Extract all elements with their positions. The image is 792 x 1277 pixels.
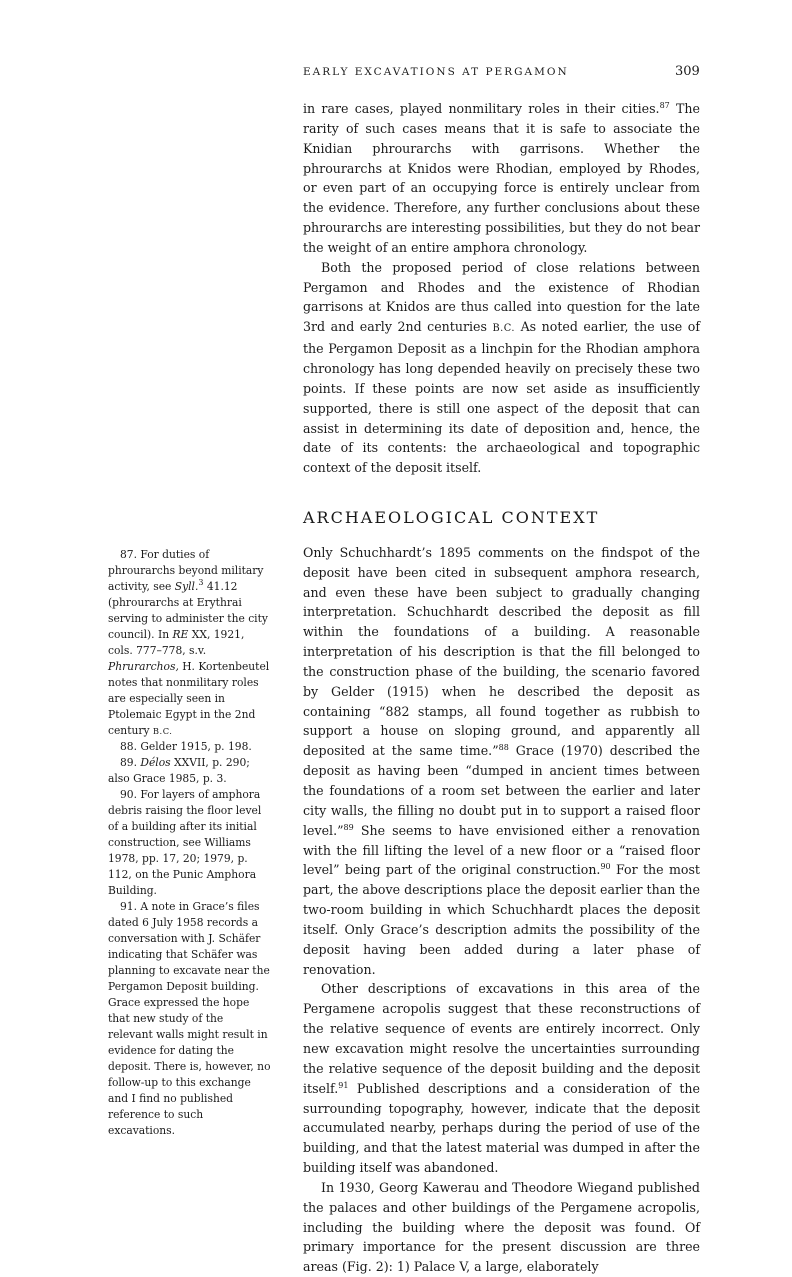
- footnote-89-delos: Délos: [140, 756, 171, 769]
- footnote-87-text-d: H. Kortenbeutel notes that nonmilitary roles are especially seen in Ptolemaic Egypt in the 2nd century: [108, 660, 270, 737]
- footnote-ref-89: 89: [343, 822, 354, 832]
- paragraph-1: [303, 99, 700, 258]
- footnote-ref-90: 90: [600, 862, 611, 872]
- paragraph-1-text-b: The rarity of such cases means that it is safe to associate the Knidian phrourarchs with garrisons. Whether the phrourarchs at Knidos were Rhodian, employed by Rhodes, or even part of an occupying force is entirely unclear from the evidence. Therefore, any further conclusions about these phrourarchs are interesting possibilities, but they do not bear the weight of an entire amphora chronology.: [303, 101, 700, 255]
- main-text-column: [303, 99, 700, 1277]
- footnote-87-text-b: 41.12 (phrourarchs at Erythrai serving to administer the city council). In: [108, 580, 268, 641]
- footnote-87-era: B.C.: [152, 726, 173, 736]
- footnote-ref-88: 88: [498, 743, 509, 753]
- paragraph-2-text-a: Both the proposed period of close relations between Pergamon and Rhodes and the existence of Rhodian garrisons at Knidos are thus called into question for the late 3rd and early 2nd centuries: [303, 259, 700, 335]
- footnote-91: 91. A note in Grace’s files dated 6 July 1958 records a conversation with J. Schäfer indicating that Schäfer was planning to excavate near the Pergamon Deposit building. Grace expressed the hope that new study of the relevant walls might result in evidence for dating the deposit. There is, however, no follow-up to this exchange and I find no published reference to such excavations.: [108, 900, 271, 1137]
- footnote-89: [108, 755, 271, 787]
- page-number: 309: [675, 64, 700, 79]
- paragraph-4-text-b: Published descriptions and a consideration of the surrounding topography, however, indicate that the deposit accumulated nearby, perhaps during the period of use of the building, and that the latest material was dumped in after the building itself was abandoned.: [303, 1080, 700, 1176]
- paragraph-3-text-b: Grace (1970) described the deposit as having been “dumped in ancient times between the foundations of a room set between the earlier and later city walls, the filling no doubt put in to support a raised floor level.”: [303, 743, 700, 838]
- footnote-87-re: RE: [172, 628, 189, 641]
- footnote-87-text-a: 87. For duties of phrourarchs beyond military activity, see: [108, 548, 264, 593]
- footnote-89-text-b: XXVII, p. 290; also Grace 1985, p. 3.: [108, 756, 250, 785]
- footnotes-column: [108, 547, 271, 1139]
- footnote-87: [108, 547, 271, 739]
- paragraph-1-text-a: in rare cases, played nonmilitary roles in their cities.: [303, 101, 660, 116]
- section-heading: ARCHAEOLOGICAL CONTEXT: [303, 508, 600, 528]
- footnote-ref-87: 87: [659, 101, 670, 110]
- footnote-87-phrurarchos: Phrurarchos,: [108, 660, 179, 673]
- paragraph-2: [303, 258, 700, 478]
- footnote-88: 88. Gelder 1915, p. 198.: [120, 740, 252, 753]
- paragraph-4-text-a: Other descriptions of excavations in this area of the Pergamene acropolis suggest that these reconstructions of the relative sequence of events are entirely incorrect. Only new excavation might resolve the uncertainties surrounding the relative sequence of the deposit building and the deposit itself.: [303, 981, 700, 1096]
- footnote-87-syll: Syll.: [174, 580, 199, 593]
- paragraph-3-text-a: Only Schuchhardt’s 1895 comments on the findspot of the deposit have been cited in subsequent amphora research, and even these have been subject to gradually changing interpretation. Schuchhardt described the deposit as fill within the foundations of a building. A reasonable interpretation of his description is that the fill belonged to the construction phase of the building, the scenario favored by Gelder (1915) when he described the deposit as containing “882 stamps, all found together as rubbish to support a house on sloping ground, and apparently all deposited at the same time.”: [303, 544, 700, 759]
- paragraph-3-text-c: She seems to have envisioned either a renovation with the fill lifting the level of a new floor or a “raised floor level” being part of the original construction.: [303, 822, 700, 878]
- footnote-ref-91: 91: [338, 1080, 349, 1090]
- paragraph-3: [303, 543, 700, 980]
- footnote-87-edition: 3: [198, 578, 204, 587]
- paragraph-2-text-b: As noted earlier, the use of the Pergamon Deposit as a linchpin for the Rhodian amphora chronology has long depended heavily on precisely these two points. If these points are now set aside as insufficiently supported, there is still one aspect of the deposit that can assist in determining its date of deposition and, hence, the date of its contents: the archaeological and topographic context of the deposit itself.: [303, 319, 701, 476]
- paragraph-3-text-d: For the most part, the above descriptions place the deposit earlier than the two-room building in which Schuchhardt places the deposit itself. Only Grace’s description admits the possibility of the deposit having been added during a later phase of renovation.: [303, 862, 700, 977]
- paragraph-4: [303, 979, 700, 1177]
- footnote-89-text-a: 89.: [120, 756, 141, 769]
- running-head: EARLY EXCAVATIONS AT PERGAMON: [303, 66, 569, 78]
- footnote-87-text-c: XX, 1921, cols. 777–778, s.v.: [108, 628, 245, 657]
- footnote-90: 90. For layers of amphora debris raising the floor level of a building after its initial construction, see Williams 1978, pp. 17, 20; 1979, p. 112, on the Punic Amphora Building.: [108, 788, 262, 897]
- paragraph-2-era: B.C.: [492, 323, 516, 335]
- paragraph-5: In 1930, Georg Kawerau and Theodore Wiegand published the palaces and other buildings of the Pergamene acropolis, including the building where the deposit was found. Of primary importance for the present discussion are three areas (Fig. 2): 1) Palace V, a large, elaborately: [303, 1179, 700, 1275]
